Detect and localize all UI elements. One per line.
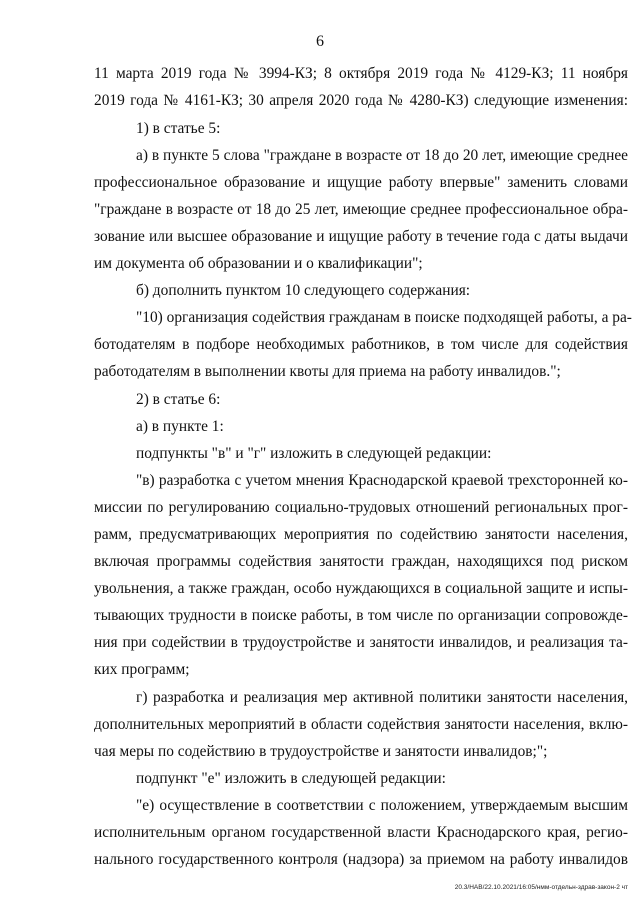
text-line: "граждане в возрасте от 18 до 25 лет, имеющие среднее профессиональное обра- [94,201,628,218]
page-number: 6 [316,33,324,50]
text-line: 11 марта 2019 года № 3994-КЗ; 8 октября 2019 года № 4129-КЗ; 11 ноября [94,65,628,82]
text-line: включая программы содействия занятости граждан, находящихся под риском [94,553,628,570]
text-line: 2) в статье 6: [136,391,221,408]
text-line: рамм, предусматривающих мероприятия по содействию занятости населения, [94,526,628,543]
text-line: "е) осуществление в соответствии с положением, утверждаемым высшим [136,797,628,814]
text-line: "в) разработка с учетом мнения Краснодарской краевой трехсторонней ко- [136,472,628,489]
text-line: профессиональное образование и ищущие работу впервые" заменить словами [94,174,628,191]
text-line: чая меры по содействию в трудоустройстве и занятости инвалидов;"; [94,743,548,760]
text-line: "10) организация содействия гражданам в поиске подходящей работы, а ра- [136,309,632,326]
text-line: миссии по регулированию социально-трудовых отношений региональных прог- [94,499,628,516]
text-line: б) дополнить пунктом 10 следующего содержания: [136,282,471,299]
text-line: а) в пункте 1: [136,418,224,435]
text-line: дополнительных мероприятий в области содействия занятости населения, вклю- [94,716,628,733]
text-line: подпункты "в" и "г" изложить в следующей редакции: [136,445,492,462]
text-line: подпункт "е" изложить в следующей редакции: [136,770,446,787]
text-line: тывающих трудности в поиске работы, в том числе по организации сопровожде- [94,607,628,624]
text-line: 1) в статье 5: [136,120,221,137]
text-line: ния при содействии в трудоустройстве и занятости инвалидов, и реализация та- [94,634,628,651]
text-line: г) разработка и реализация мер активной политики занятости населения, [136,689,628,706]
text-line: 2019 года № 4161-КЗ; 30 апреля 2020 года № 4280-КЗ) следующие изменения: [94,92,628,109]
text-line: исполнительным органом государственной власти Краснодарского края, регио- [94,824,628,841]
text-line: а) в пункте 5 слова "граждане в возрасте от 18 до 20 лет, имеющие среднее [136,147,628,164]
document-footer: 20.3/НАВ/22.10.2021/16:05/нмм-отдельн-здрав-закон-2 чт [454,884,628,891]
text-line: работодателям в выполнении квоты для приема на работу инвалидов."; [94,363,561,380]
text-line: ких программ; [94,661,190,678]
text-line: ботодателям в подборе необходимых работников, в том числе для содействия [94,336,628,353]
text-line: зование или высшее образование и ищущие работу в течение года с даты выдачи [94,228,628,245]
text-line: нального государственного контроля (надзора) за приемом на работу инвалидов [94,851,628,868]
text-line: увольнения, а также граждан, особо нуждающихся в социальной защите и испы- [94,580,628,597]
text-line: им документа об образовании и о квалификации"; [94,255,423,272]
